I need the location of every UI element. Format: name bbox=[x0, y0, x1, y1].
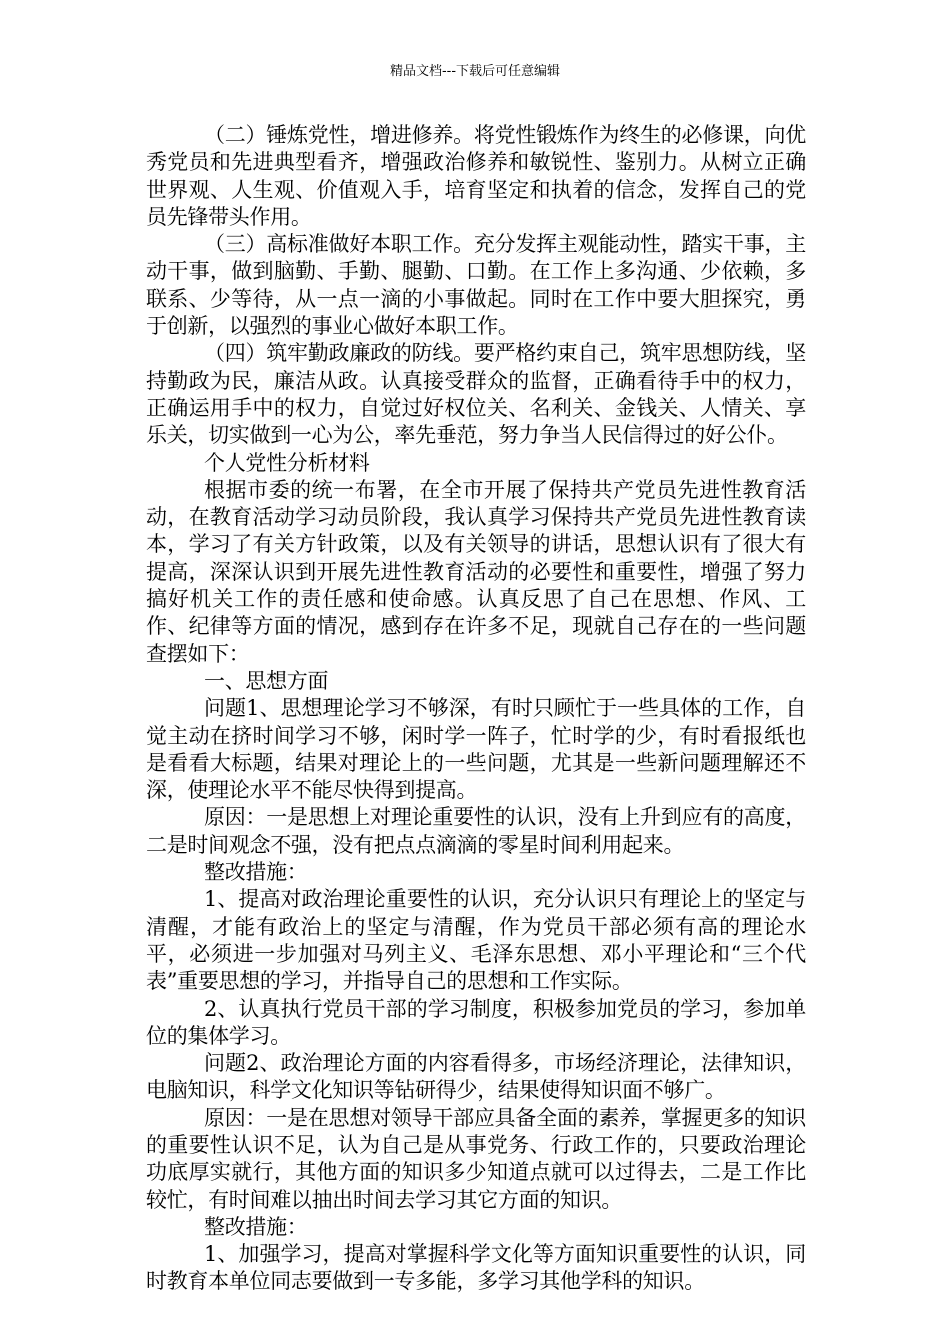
paragraph-job-standards: （三）高标准做好本职工作。充分发挥主观能动性，踏实干事，主动干事，做到脑勤、手勤、腿勤、口勤。在工作上多沟通、少依赖，多联系、少等待，从一点一滴的小事做起。同时在工作中要大胆探究，勇于创新，以强烈的事业心做好本职工作。 bbox=[146, 232, 806, 339]
heading-measures-1: 整改措施： bbox=[204, 860, 308, 885]
paragraph-problem-2: 问题2、政治理论方面的内容看得多，市场经济理论，法律知识，电脑知识，科学文化知识等钻研得少，结果使得知识面不够广。 bbox=[146, 1051, 806, 1103]
section-heading-thought: 一、思想方面 bbox=[204, 668, 329, 693]
paragraph-integrity-defense: （四）筑牢勤政廉政的防线。要严格约束自己，筑牢思想防线，坚持勤政为民，廉洁从政。认真接受群众的监督，正确看待手中的权力，正确运用手中的权力，自觉过好权位关、名利关、金钱关、人情关、享乐关，切实做到一心为公，率先垂范，努力争当人民信得过的好公仆。 bbox=[146, 341, 806, 448]
heading-measures-2: 整改措施： bbox=[204, 1214, 308, 1239]
paragraph-problem-1: 问题1、思想理论学习不够深，有时只顾忙于一些具体的工作，自觉主动在挤时间学习不够，闲时学一阵子，忙时学的少，有时看报纸也是看看大标题，结果对理论上的一些问题，尤其是一些新问题理解还不深，使理论水平不能尽快得到提高。 bbox=[146, 696, 806, 803]
section-title-analysis: 个人党性分析材料 bbox=[204, 450, 370, 475]
paragraph-discipline-party-spirit: （二）锤炼党性，增进修养。将党性锻炼作为终生的必修课，向优秀党员和先进典型看齐，增强政治修养和敏锐性、鉴别力。从树立正确世界观、人生观、价值观入手，培育坚定和执着的信念，发挥自己的党员先锋带头作用。 bbox=[146, 123, 806, 229]
document-body bbox=[146, 122, 806, 1296]
paragraph-measure-1-2: 2、认真执行党员干部的学习制度，积极参加党员的学习，参加单位的集体学习。 bbox=[146, 996, 806, 1048]
paragraph-cause-2: 原因：一是在思想对领导干部应具备全面的素养，掌握更多的知识的重要性认识不足，认为自己是从事党务、行政工作的，只要政治理论功底厚实就行，其他方面的知识多少知道点就可以过得去，二是工作比较忙，有时间难以抽出时间去学习其它方面的知识。 bbox=[146, 1105, 806, 1212]
paragraph-cause-1: 原因：一是思想上对理论重要性的认识，没有上升到应有的高度，二是时间观念不强，没有把点点滴滴的零星时间利用起来。 bbox=[146, 805, 806, 857]
page-header: 精品文档---下载后可任意编辑 bbox=[389, 64, 561, 79]
paragraph-measure-1-1: 1、提高对政治理论重要性的认识，充分认识只有理论上的坚定与清醒，才能有政治上的坚定与清醒，作为党员干部必须有高的理论水平，必须进一步加强对马列主义、毛泽东思想、邓小平理论和“三个代表”重要思想的学习，并指导自己的思想和工作实际。 bbox=[146, 887, 806, 994]
paragraph-introduction: 根据市委的统一布署，在全市开展了保持共产党员先进性教育活动，在教育活动学习动员阶段，我认真学习保持共产党员先进性教育读本，学习了有关方针政策，以及有关领导的讲话，思想认识有了很大有提高，深深认识到开展先进性教育活动的必要性和重要性，增强了努力搞好机关工作的责任感和使命感。认真反思了自己在思想、作风、工作、纪律等方面的情况，感到存在许多不足，现就自己存在的一些问题查摆如下： bbox=[146, 477, 806, 666]
paragraph-measure-2-1: 1、加强学习，提高对掌握科学文化等方面知识重要性的认识，同时教育本单位同志要做到一专多能，多学习其他学科的知识。 bbox=[146, 1242, 806, 1294]
